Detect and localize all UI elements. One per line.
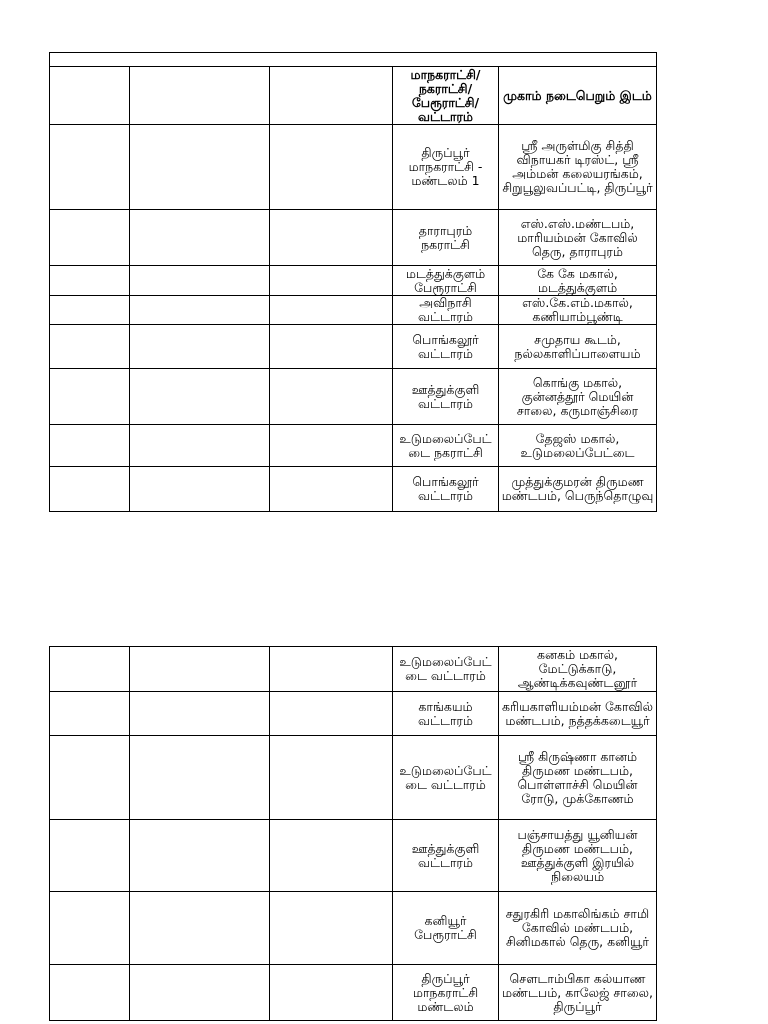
area-cell: பொங்கலூர் வட்டாரம்	[392, 467, 498, 512]
table-row	[50, 425, 657, 467]
empty-cell	[50, 369, 130, 425]
empty-cell	[50, 892, 130, 965]
venue-cell: கே கே மகால், மடத்துக்குளம்	[499, 266, 657, 296]
table-row	[50, 692, 657, 736]
table-row	[50, 467, 657, 512]
empty-cell	[130, 425, 270, 467]
area-cell: ஊத்துக்குளி வட்டாரம்	[392, 369, 498, 425]
area-cell: கனியூர் பேரூராட்சி	[392, 892, 498, 965]
venue-column-header: முகாம் நடைபெறும் இடம்	[499, 67, 657, 125]
table-row	[50, 820, 657, 892]
venue-cell: எஸ்.எஸ்.மண்டபம், மாரியம்மன் கோவில் தெரு, தாராபுரம்	[499, 210, 657, 266]
empty-cell	[270, 820, 393, 892]
empty-cell	[130, 647, 270, 692]
table-row	[50, 125, 657, 210]
venue-cell: எஸ்.கே.எம்.மகால், கணியாம்பூண்டி	[499, 296, 657, 325]
empty-cell	[50, 736, 130, 820]
camp-venue-table-top	[49, 52, 657, 512]
venue-cell: கொங்கு மகால், குன்னத்தூர் மெயின் சாலை, கருமாஞ்சிரை	[499, 369, 657, 425]
empty-cell	[130, 210, 270, 266]
empty-cell	[270, 425, 393, 467]
empty-cell	[130, 296, 270, 325]
venue-cell: முத்துக்குமரன் திருமண மண்டபம், பெருந்தொழுவு	[499, 467, 657, 512]
merged-title-cell	[50, 53, 657, 67]
table-row	[50, 736, 657, 820]
venue-cell: சதுரகிரி மகாலிங்கம் சாமி கோவில் மண்டபம், சினிமகால் தெரு, கனியூர்	[499, 892, 657, 965]
empty-cell	[50, 425, 130, 467]
table-row	[50, 647, 657, 692]
area-column-header: மாநகராட்சி/நகராட்சி/பேரூராட்சி/வட்டாரம்	[392, 67, 498, 125]
empty-cell	[50, 125, 130, 210]
area-cell: திருப்பூர் மாநகராட்சி - மண்டலம் 1	[392, 125, 498, 210]
venue-cell: ஸ்ரீ கிருஷ்ணா கானம் திருமண மண்டபம், பொள்ளாச்சி மெயின் ரோடு, முக்கோணம்	[499, 736, 657, 820]
empty-cell	[50, 820, 130, 892]
venue-cell: சமுதாய கூடம், நல்லகாளிப்பாளையம்	[499, 325, 657, 369]
table-row	[50, 266, 657, 296]
venue-cell: கரியகாளியம்மன் கோவில் மண்டபம், நத்தக்கடையூர்	[499, 692, 657, 736]
area-cell: திருப்பூர் மாநகராட்சி மண்டலம்	[392, 965, 498, 1021]
empty-cell	[270, 296, 393, 325]
empty-cell	[130, 692, 270, 736]
empty-cell	[270, 736, 393, 820]
empty-cell	[270, 325, 393, 369]
empty-cell	[50, 647, 130, 692]
empty-cell	[270, 210, 393, 266]
empty-cell	[50, 467, 130, 512]
empty-cell	[130, 736, 270, 820]
empty-cell	[50, 965, 130, 1021]
venue-cell: பஞ்சாயத்து யூனியன் திருமண மண்டபம், ஊத்துக்குளி இரயில் நிலையம்	[499, 820, 657, 892]
table-row	[50, 210, 657, 266]
table-row	[50, 369, 657, 425]
area-cell: பொங்கலூர் வட்டாரம்	[392, 325, 498, 369]
empty-cell	[270, 467, 393, 512]
empty-cell	[270, 965, 393, 1021]
area-cell: காங்கயம் வட்டாரம்	[392, 692, 498, 736]
empty-cell	[270, 67, 393, 125]
table-row	[50, 325, 657, 369]
area-cell: தாராபுரம் நகராட்சி	[392, 210, 498, 266]
empty-cell	[130, 266, 270, 296]
venue-cell: தேஜஸ் மகால், உடுமலைப்பேட்டை	[499, 425, 657, 467]
camp-venue-table-bottom	[49, 646, 657, 1021]
empty-cell	[130, 965, 270, 1021]
area-cell: உடுமலைப்பேட்டை வட்டாரம்	[392, 647, 498, 692]
empty-cell	[50, 266, 130, 296]
area-cell: அவிநாசி வட்டாரம்	[392, 296, 498, 325]
empty-cell	[130, 892, 270, 965]
empty-cell	[270, 692, 393, 736]
empty-cell	[130, 325, 270, 369]
venue-cell: செளடாம்பிகா கல்யாண மண்டபம், காலேஜ் சாலை, திருப்பூர்	[499, 965, 657, 1021]
area-cell: மடத்துக்குளம் பேரூராட்சி	[392, 266, 498, 296]
empty-cell	[130, 467, 270, 512]
area-cell: ஊத்துக்குளி வட்டாரம்	[392, 820, 498, 892]
table-title-row	[50, 53, 657, 67]
area-cell: உடுமலைப்பேட்டை வட்டாரம்	[392, 736, 498, 820]
header-row	[50, 67, 657, 125]
empty-cell	[270, 266, 393, 296]
table-row	[50, 892, 657, 965]
empty-cell	[50, 296, 130, 325]
empty-cell	[130, 125, 270, 210]
empty-cell	[270, 369, 393, 425]
empty-cell	[50, 210, 130, 266]
empty-cell	[130, 67, 270, 125]
empty-cell	[50, 692, 130, 736]
area-cell: உடுமலைப்பேட்டை நகராட்சி	[392, 425, 498, 467]
empty-cell	[270, 647, 393, 692]
table-row	[50, 965, 657, 1021]
empty-cell	[270, 892, 393, 965]
table-row	[50, 296, 657, 325]
venue-cell: கனகம் மகால், மேட்டுக்காடு, ஆண்டிக்கவுண்டனூர்	[499, 647, 657, 692]
empty-cell	[130, 369, 270, 425]
empty-cell	[50, 325, 130, 369]
empty-cell	[270, 125, 393, 210]
venue-cell: ஸ்ரீ அருள்மிகு சித்தி விநாயகர் டிரஸ்ட், ஸ்ரீ அம்மன் கலையரங்கம், சிறுபூலுவப்பட்டி, திருப்பூர்	[499, 125, 657, 210]
empty-cell	[130, 820, 270, 892]
empty-cell	[50, 67, 130, 125]
